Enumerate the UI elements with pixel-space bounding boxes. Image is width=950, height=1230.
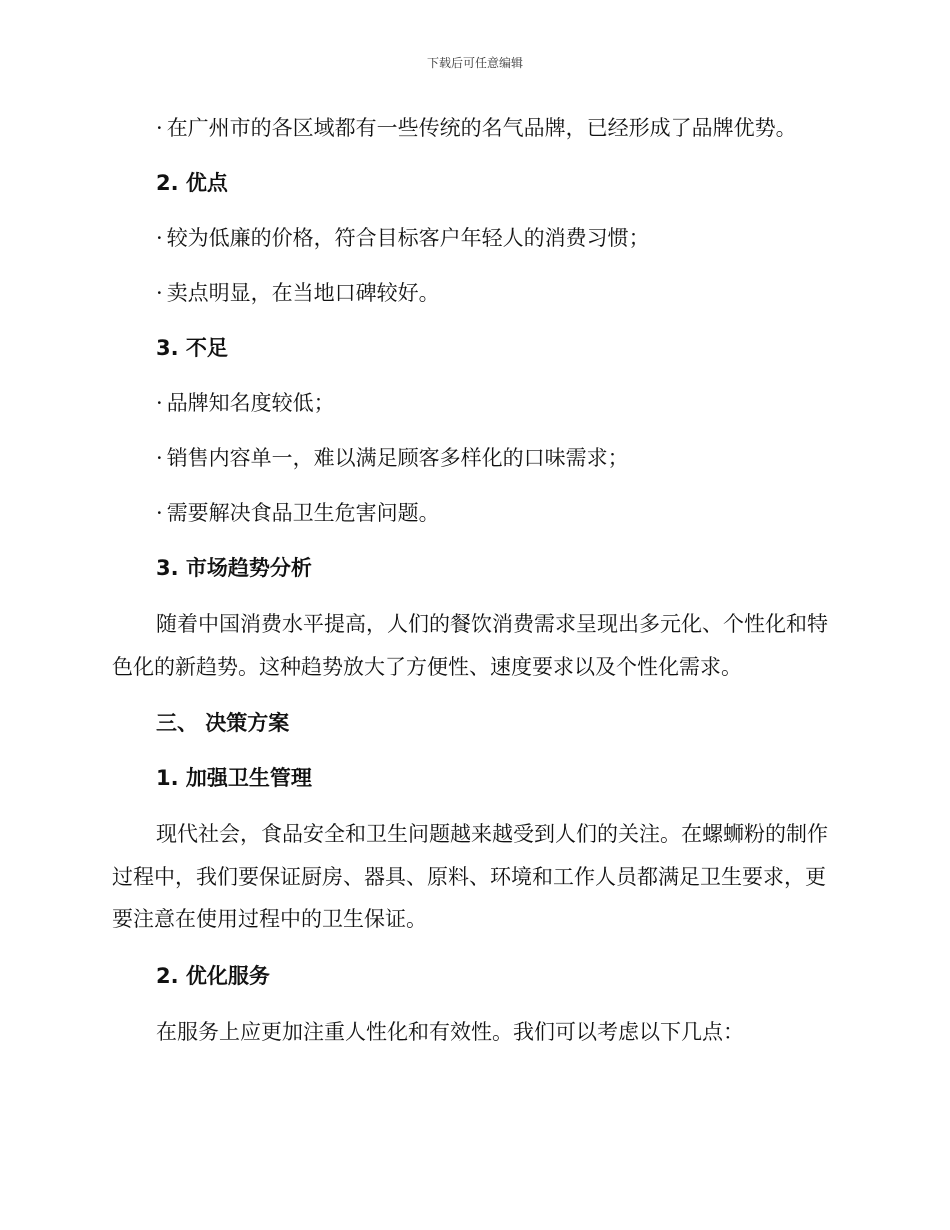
section-heading-market-trend: 3. 市场趋势分析 (156, 556, 312, 580)
bullet-item (156, 108, 842, 148)
section-heading-decision-plan: 三、 决策方案 (156, 711, 290, 735)
bullet-text: 在广州市的各区域都有一些传统的名气品牌，已经形成了品牌优势。 (166, 116, 797, 140)
bullet-item (156, 273, 842, 313)
bullet-text: 销售内容单一，难以满足顾客多样化的口味需求； (166, 446, 629, 470)
section-heading-hygiene-management: 1. 加强卫生管理 (156, 766, 312, 790)
bullet-text: 卖点明显，在当地口碑较好。 (166, 281, 440, 305)
bullet-item (156, 493, 842, 533)
document-body (112, 108, 842, 1068)
bullet-text: 品牌知名度较低； (166, 391, 335, 415)
bullet-dot: · (156, 281, 163, 305)
bullet-text: 较为低廉的价格，符合目标客户年轻人的消费习惯； (166, 226, 650, 250)
bullet-text: 需要解决食品卫生危害问题。 (166, 501, 440, 525)
bullet-item (156, 218, 842, 258)
paragraph-market-trend: 随着中国消费水平提高，人们的餐饮消费需求呈现出多元化、个性化和特色化的新趋势。这种趋势放大了方便性、速度要求以及个性化需求。 (112, 612, 828, 679)
bullet-item (156, 383, 842, 423)
bullet-dot: · (156, 226, 163, 250)
bullet-item (156, 438, 842, 478)
section-heading-shortcomings: 3. 不足 (156, 336, 228, 360)
bullet-dot: · (156, 501, 163, 525)
bullet-dot: · (156, 116, 163, 140)
section-heading-advantages: 2. 优点 (156, 171, 228, 195)
bullet-dot: · (156, 391, 163, 415)
paragraph-optimize-service: 在服务上应更加注重人性化和有效性。我们可以考虑以下几点： (156, 1019, 744, 1044)
section-heading-optimize-service: 2. 优化服务 (156, 963, 270, 988)
bullet-dot: · (156, 446, 163, 470)
paragraph-hygiene-management: 现代社会，食品安全和卫生问题越来越受到人们的关注。在螺蛳粉的制作过程中，我们要保证厨房、器具、原料、环境和工作人员都满足卫生要求，更要注意在使用过程中的卫生保证。 (112, 822, 828, 931)
page-header-note: 下载后可任意编辑 (426, 56, 523, 70)
